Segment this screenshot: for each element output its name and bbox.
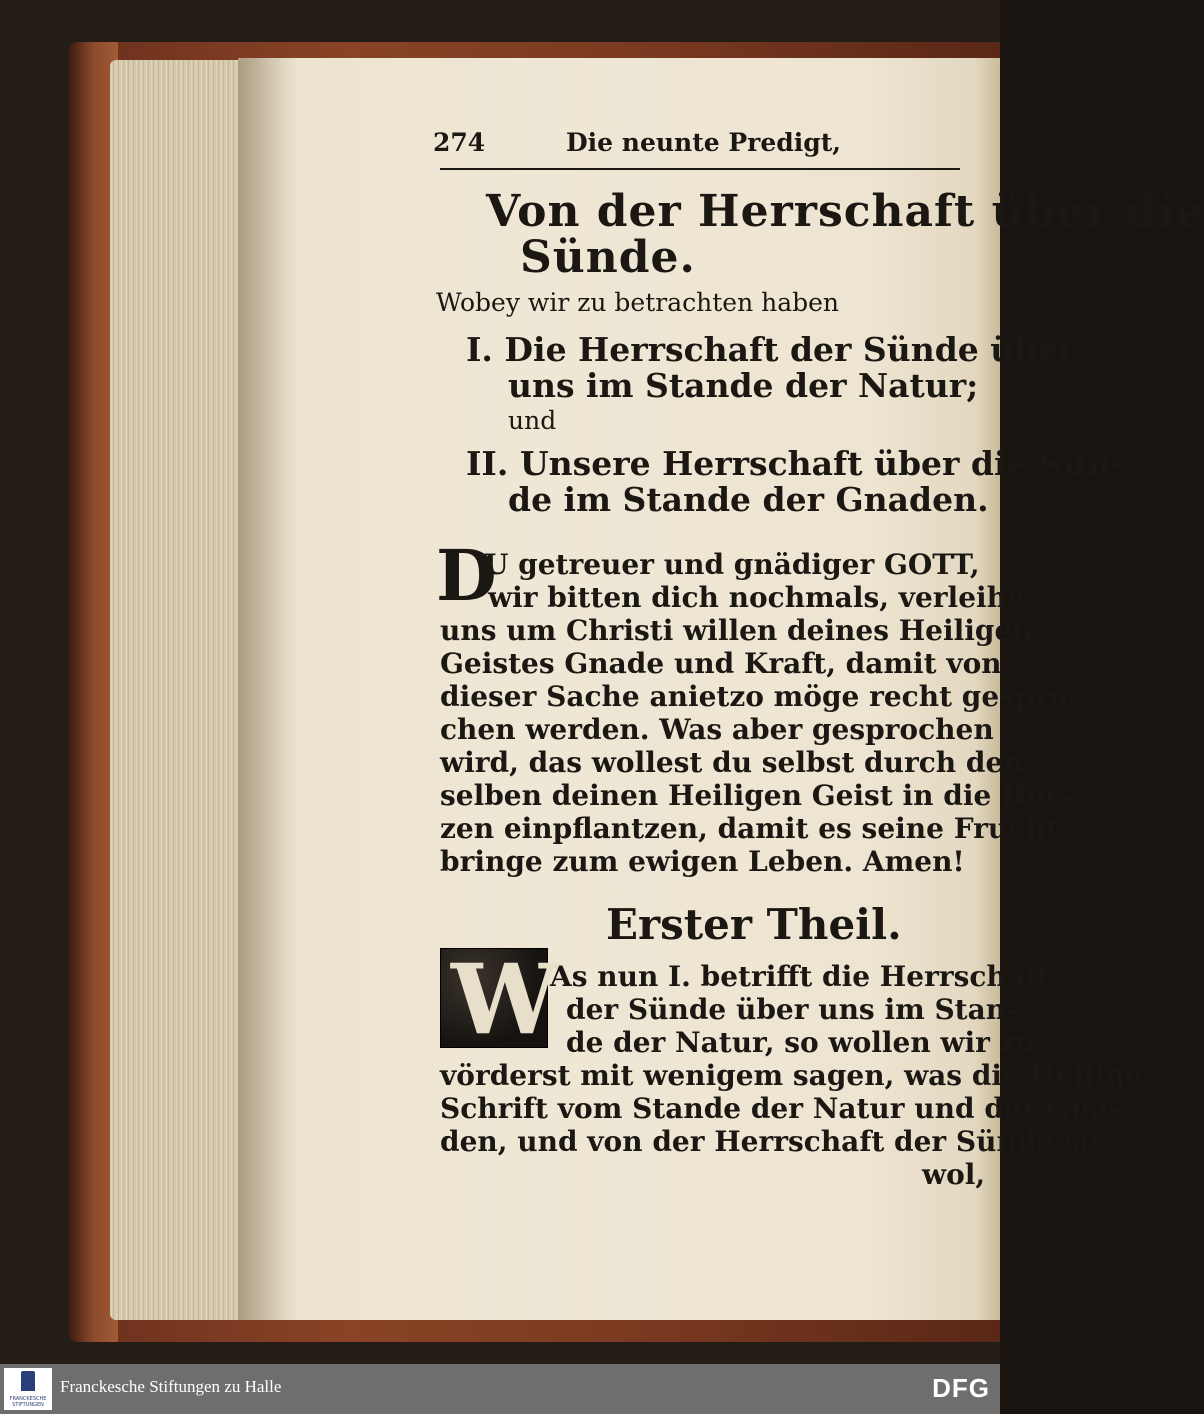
prayer-line: U getreuer und gnädiger GOTT, [484, 548, 980, 581]
section-line: der Sünde über uns im Stan- [566, 993, 1018, 1026]
prayer-line: selben deinen Heiligen Geist in die Her- [440, 779, 1072, 812]
page-number: 274 [433, 128, 486, 157]
section-line: vörderst mit wenigem sagen, was die Heilige [440, 1059, 1144, 1092]
heading-line-2: Sünde. [520, 232, 696, 283]
prayer-line: chen werden. Was aber gesprochen [440, 713, 994, 746]
outline-connector: und [508, 406, 557, 435]
outline-item-2-line-2: de im Stande der Gnaden. [508, 480, 989, 519]
section-line: As nun I. betrifft die Herrschaft [550, 960, 1050, 993]
section-dropcap-letter: W [451, 943, 559, 1056]
outline-item-1-line-1: I. Die Herrschaft der Sünde über [466, 330, 1076, 369]
prayer-line: wir bitten dich nochmals, verleihe [488, 581, 1025, 614]
prayer-line: Geistes Gnade und Kraft, damit von [440, 647, 1002, 680]
section-title: Erster Theil. [606, 900, 902, 949]
header-rule [440, 168, 960, 170]
prayer-line: bringe zum ewigen Leben. Amen! [440, 845, 965, 878]
section-line: Schrift vom Stande der Natur und der Gna- [440, 1092, 1121, 1125]
section-dropcap [440, 943, 559, 1056]
gutter-shadow [238, 58, 298, 1320]
page-stack [110, 60, 250, 1320]
outline-item-2-line-1: II. Unsere Herrschaft über die Sün- [466, 444, 1125, 483]
running-title: Die neunte Predigt, [566, 128, 841, 157]
prayer-dropcap: D [436, 534, 497, 617]
outline-item-1-line-2: uns im Stande der Natur; [508, 366, 979, 405]
orphanage-building-icon [21, 1371, 35, 1391]
section-line: den, und von der Herrschaft der Sünde so [440, 1125, 1099, 1158]
institution-logo[interactable] [4, 1368, 52, 1410]
prayer-line: wird, das wollest du selbst durch den- [440, 746, 1036, 779]
heading-line-1: Von der Herrschaft über die [486, 186, 1204, 237]
dfg-logo[interactable]: DFG [932, 1373, 990, 1403]
logo-text: FRANCKESCHE STIFTUNGEN [9, 1396, 47, 1408]
prayer-line: zen einpflantzen, damit es seine Frucht [440, 812, 1059, 845]
outline-intro: Wobey wir zu betrachten haben [436, 288, 840, 317]
prayer-line: dieser Sache anietzo möge recht gespro- [440, 680, 1080, 713]
section-line: de der Natur, so wollen wir zu- [566, 1026, 1048, 1059]
footer-bar [0, 1364, 1000, 1414]
institution-name[interactable]: Franckesche Stiftungen zu Halle [60, 1377, 282, 1396]
prayer-line: uns um Christi willen deines Heiligen [440, 614, 1033, 647]
section-line: wol, [922, 1158, 986, 1191]
